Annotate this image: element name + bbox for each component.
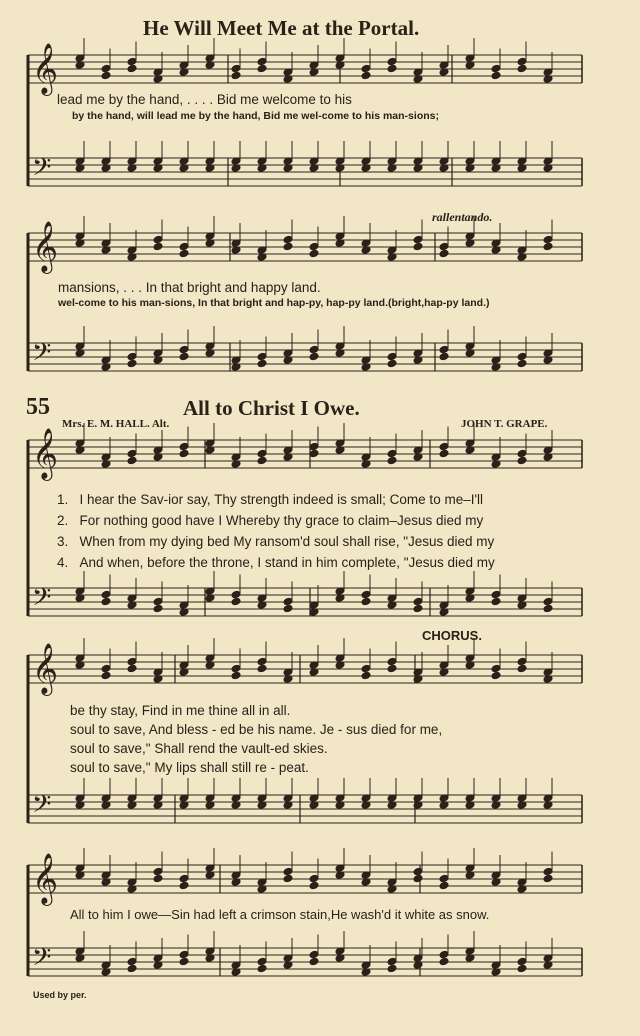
note-head [179, 242, 189, 251]
note-head [517, 352, 527, 361]
note-head [283, 235, 293, 244]
note-head [127, 449, 137, 458]
bass-clef-icon: 𝄢 [32, 943, 52, 978]
note-head [231, 671, 241, 680]
note-head [387, 64, 397, 73]
verse-4 [57, 555, 495, 570]
note-head [361, 664, 371, 673]
note-head [543, 235, 553, 244]
note-head [257, 64, 267, 73]
note-head [283, 242, 293, 251]
hymn1-lyric-upper-2: mansions, . . . In that bright and happy land. [58, 280, 321, 295]
note-head [257, 964, 267, 973]
note-head [413, 235, 423, 244]
verse-text: And when, before the throne, I stand in him complete, "Jesus died my [79, 555, 495, 570]
note-head [517, 359, 527, 368]
note-head [283, 597, 293, 606]
note-head [439, 352, 449, 361]
note-head [309, 881, 319, 890]
note-head [413, 604, 423, 613]
bass-clef-icon: 𝄢 [32, 583, 52, 618]
note-head [309, 345, 319, 354]
note-head [387, 957, 397, 966]
note-head [543, 604, 553, 613]
note-head [439, 449, 449, 458]
note-head [127, 657, 137, 666]
note-head [413, 242, 423, 251]
note-head [361, 590, 371, 599]
note-head [387, 657, 397, 666]
note-head [517, 964, 527, 973]
verse-text: For nothing good have I Whereby thy grace to claim–Jesus died my [79, 513, 484, 528]
note-head [257, 957, 267, 966]
bass-clef-icon: 𝄢 [32, 790, 52, 825]
note-head [387, 359, 397, 368]
footer-credit: Used by per. [33, 990, 87, 1000]
note-head [127, 57, 137, 66]
note-head [387, 664, 397, 673]
verse-number: 3. [57, 534, 69, 549]
note-head [231, 64, 241, 73]
note-head [127, 64, 137, 73]
note-head [387, 352, 397, 361]
note-head [387, 449, 397, 458]
note-head [387, 964, 397, 973]
treble-clef-icon: 𝄞 [32, 643, 59, 694]
note-head [257, 449, 267, 458]
note-head [257, 359, 267, 368]
note-head [439, 345, 449, 354]
hymn2-composer: JOHN T. GRAPE. [461, 418, 548, 430]
note-head [491, 664, 501, 673]
verse-3 [57, 534, 494, 549]
note-head [231, 71, 241, 80]
note-head [491, 590, 501, 599]
note-head [179, 957, 189, 966]
note-head [179, 881, 189, 890]
note-head [309, 950, 319, 959]
note-head [413, 874, 423, 883]
treble-clef-icon: 𝄞 [32, 43, 59, 94]
note-head [179, 352, 189, 361]
note-head [439, 249, 449, 258]
note-head [179, 249, 189, 258]
hymn1-lyric-lower-1: by the hand, will lead me by the hand, Bid me wel-come to his man-sions; [72, 110, 439, 122]
hymn1-lyric-upper-1: lead me by the hand, . . . . Bid me welcome to his [57, 92, 352, 107]
note-head [361, 597, 371, 606]
note-head [387, 57, 397, 66]
note-head [439, 950, 449, 959]
note-head [127, 352, 137, 361]
note-head [361, 671, 371, 680]
note-head [257, 57, 267, 66]
note-head [257, 664, 267, 673]
note-head [127, 957, 137, 966]
note-head [231, 597, 241, 606]
note-head [517, 957, 527, 966]
note-head [179, 345, 189, 354]
note-head [387, 456, 397, 465]
verse-text: When from my dying bed My ransom'd soul shall rise, "Jesus died my [79, 534, 495, 549]
note-head [413, 597, 423, 606]
note-head [361, 71, 371, 80]
note-head [101, 590, 111, 599]
note-head [491, 64, 501, 73]
note-head [101, 71, 111, 80]
note-head [231, 590, 241, 599]
hymn2-title: All to Christ I Owe. [183, 396, 360, 420]
chorus-text: All to him I owe—Sin had left a crimson stain,He wash'd it white as snow. [70, 907, 490, 922]
line-3: soul to save," Shall rend the vault-ed skies. [70, 741, 328, 756]
hymn1-lyric-lower-2: wel-come to his man-sions, In that bright and hap-py, hap-py land.(bright,hap-py land.) [58, 297, 490, 309]
note-head [413, 867, 423, 876]
note-head [309, 242, 319, 251]
note-head [179, 874, 189, 883]
note-head [543, 867, 553, 876]
note-head [517, 57, 527, 66]
note-head [491, 71, 501, 80]
line-2: soul to save, And bless - ed be his name. Je - sus died for me, [70, 722, 443, 737]
note-head [101, 597, 111, 606]
note-head [439, 874, 449, 883]
note-head [153, 597, 163, 606]
note-head [543, 874, 553, 883]
note-head [543, 597, 553, 606]
line-1: be thy stay, Find in me thine all in all. [70, 703, 291, 718]
note-head [257, 352, 267, 361]
note-head [517, 657, 527, 666]
note-head [439, 957, 449, 966]
note-head [309, 957, 319, 966]
note-head [231, 664, 241, 673]
note-head [283, 867, 293, 876]
hymn2-author: Mrs. E. M. HALL. Alt. [62, 418, 170, 430]
note-head [127, 664, 137, 673]
line-4: soul to save," My lips shall still re - peat. [70, 760, 309, 775]
note-head [309, 249, 319, 258]
note-head [439, 881, 449, 890]
note-head [257, 456, 267, 465]
bass-clef-icon: 𝄢 [32, 153, 52, 188]
note-head [517, 64, 527, 73]
note-head [153, 867, 163, 876]
note-head [361, 64, 371, 73]
note-head [101, 671, 111, 680]
note-head [127, 359, 137, 368]
note-head [439, 242, 449, 251]
note-head [153, 874, 163, 883]
treble-clef-icon: 𝄞 [32, 853, 59, 904]
note-head [491, 597, 501, 606]
verse-number: 2. [57, 513, 69, 528]
note-head [439, 442, 449, 451]
note-head [283, 874, 293, 883]
note-head [309, 874, 319, 883]
note-head [153, 242, 163, 251]
bass-clef-icon: 𝄢 [32, 338, 52, 373]
note-head [517, 456, 527, 465]
note-head [153, 235, 163, 244]
note-head [257, 657, 267, 666]
verse-number: 4. [57, 555, 69, 570]
verse-text: I hear the Sav-ior say, Thy strength indeed is small; Come to me–I'll [79, 492, 484, 507]
note-head [179, 950, 189, 959]
treble-clef-icon: 𝄞 [32, 221, 59, 272]
note-head [517, 449, 527, 458]
note-head [153, 604, 163, 613]
note-head [309, 352, 319, 361]
chorus-label: CHORUS. [422, 628, 482, 643]
note-head [101, 64, 111, 73]
tempo-mark: rallentando. [432, 210, 493, 224]
verse-number: 1. [57, 492, 69, 507]
note-head [127, 964, 137, 973]
verse-2 [57, 513, 483, 528]
note-head [283, 604, 293, 613]
hymn-number: 55 [26, 394, 50, 420]
note-head [543, 242, 553, 251]
note-head [517, 664, 527, 673]
hymn1-title: He Will Meet Me at the Portal. [143, 16, 420, 40]
verse-1 [57, 492, 483, 507]
note-head [127, 456, 137, 465]
note-head [101, 664, 111, 673]
note-head [491, 671, 501, 680]
note-head [179, 449, 189, 458]
note-head [179, 442, 189, 451]
treble-clef-icon: 𝄞 [32, 428, 59, 479]
